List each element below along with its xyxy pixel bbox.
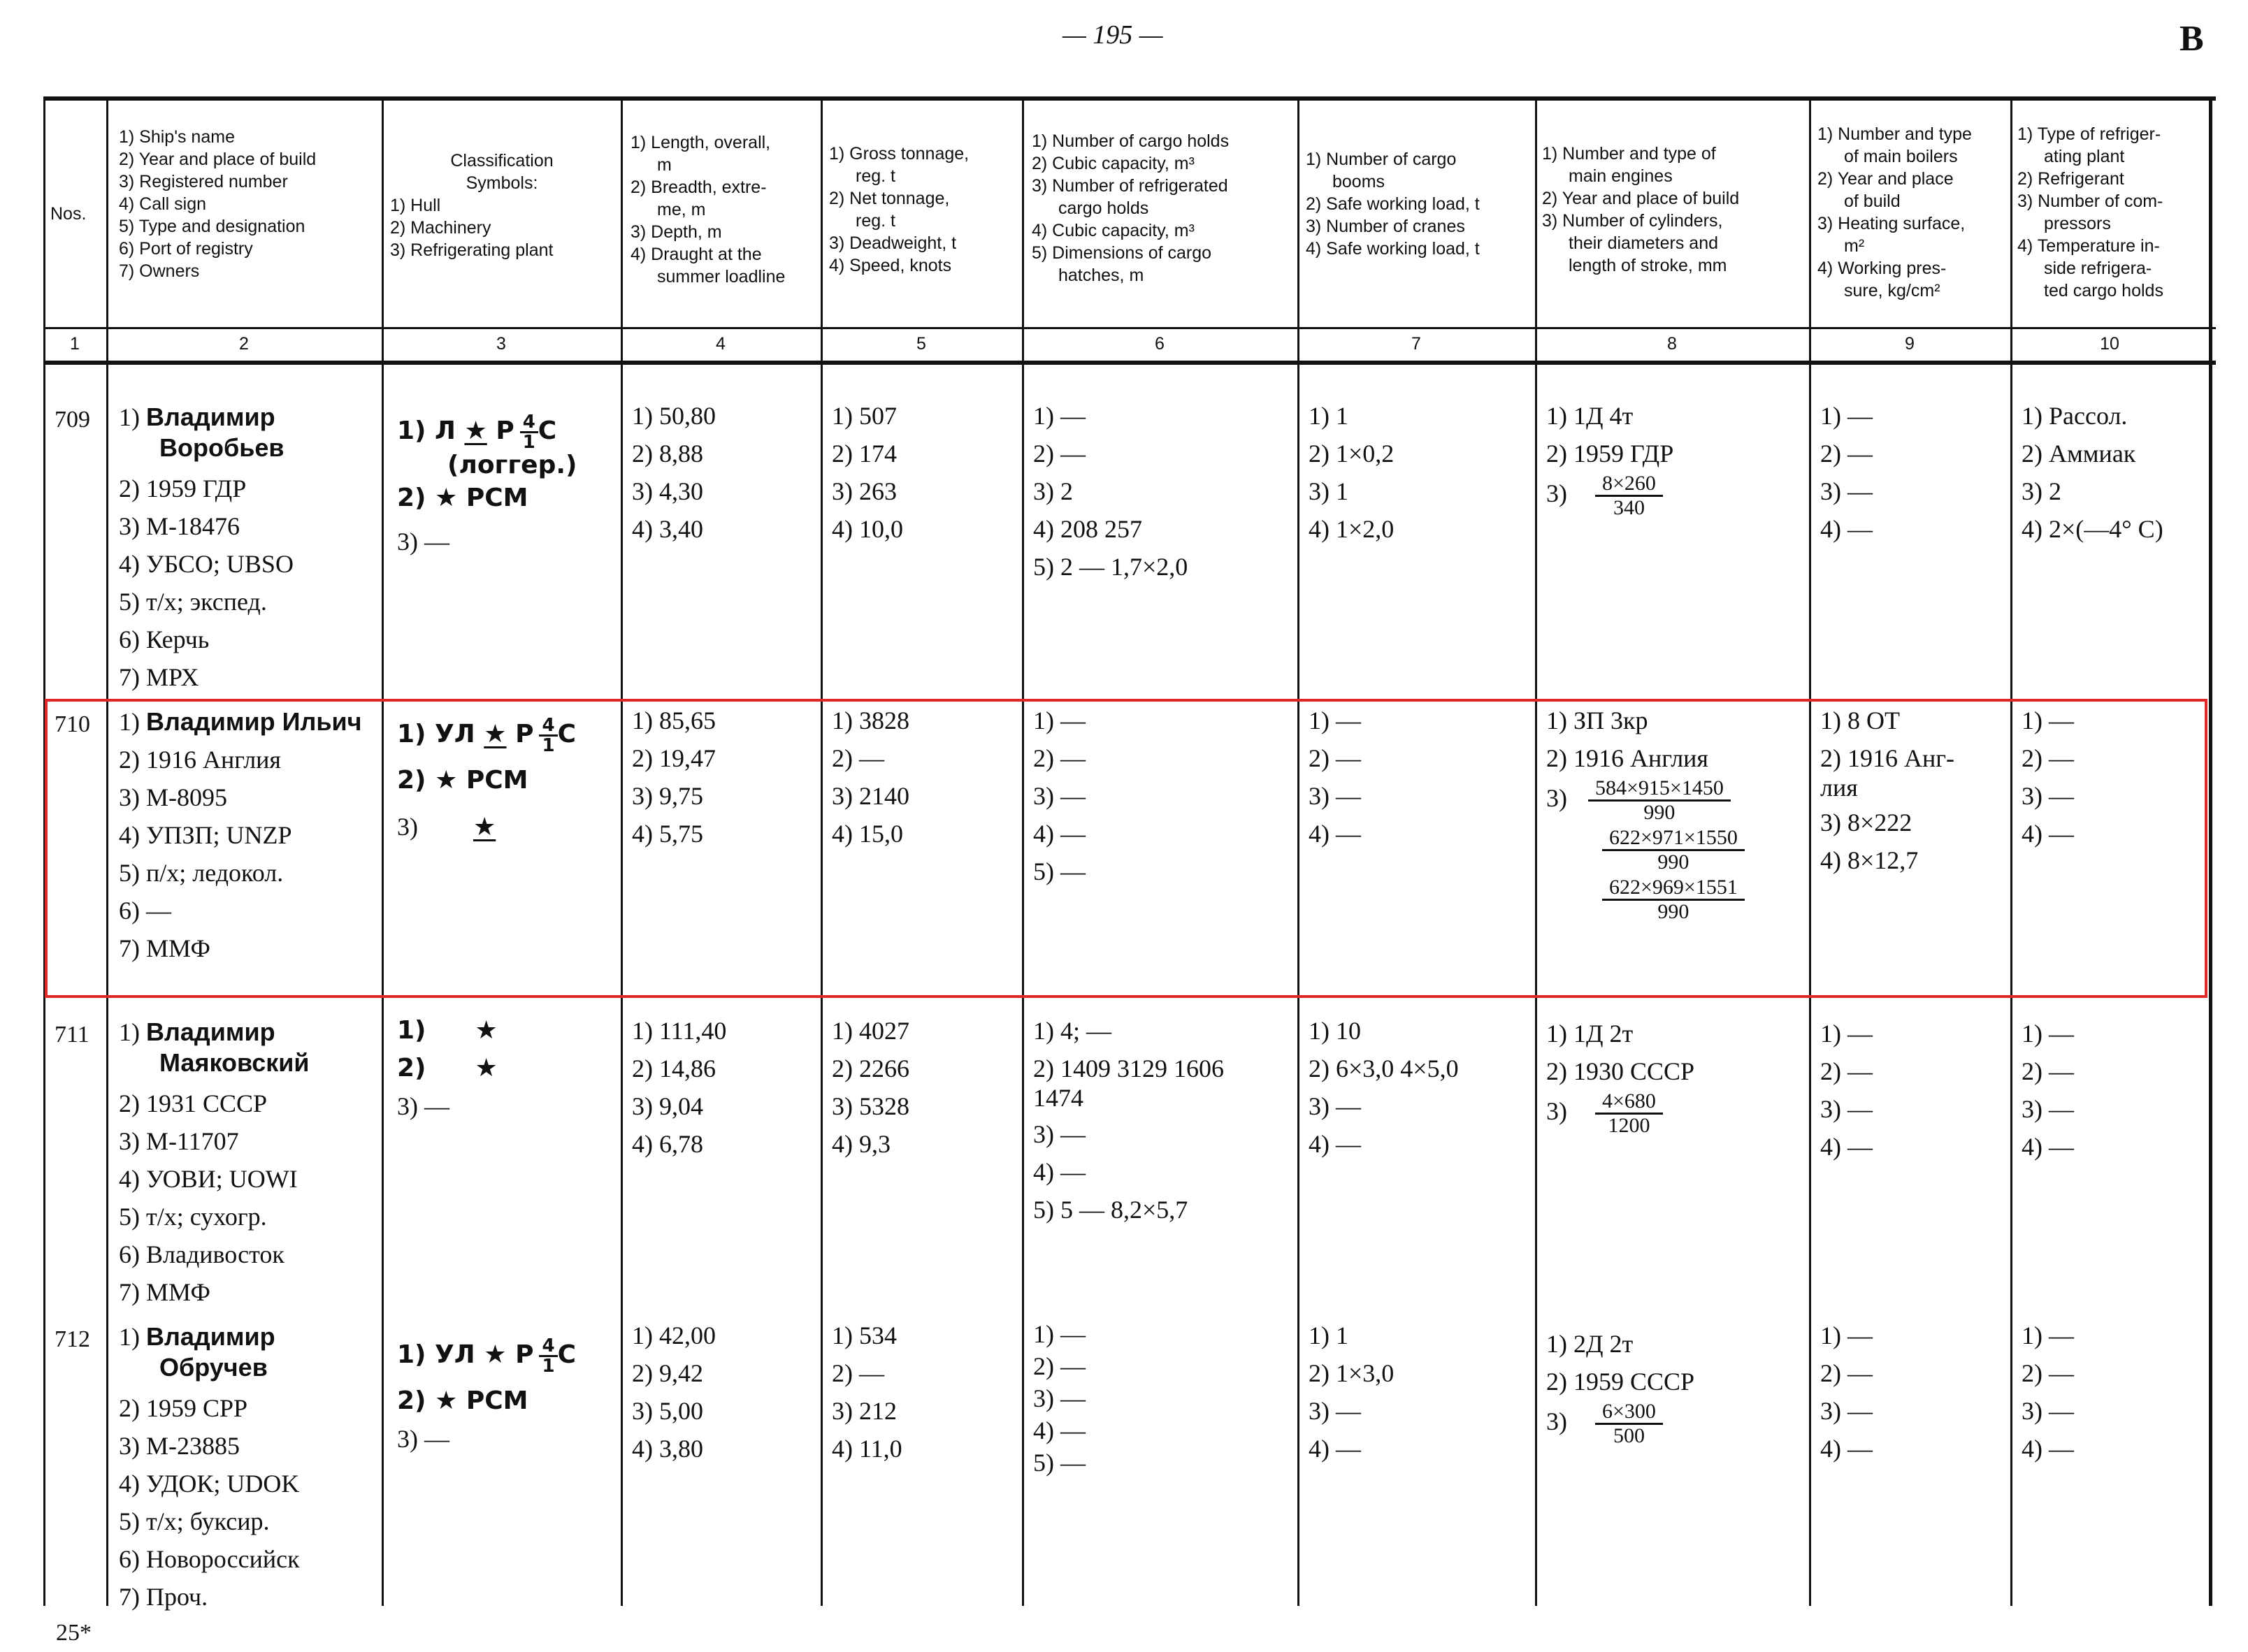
- header-booms: 1) Number of cargo booms 2) Safe working load, t 3) Number of cranes 4) Safe working load, t: [1306, 150, 1480, 259]
- column-number: 7: [1411, 334, 1421, 354]
- cargo-holds: 1) — 2) — 3) — 4) — 5) —: [1033, 1320, 1086, 1477]
- tonnage: 1) 534 2) — 3) 212 4) 11,0: [832, 1321, 902, 1463]
- engine-fraction: $\frac{8\times 260}{340}$: [1595, 472, 1663, 519]
- header-ship: 1) Ship's name 2) Year and place of build 3) Registered number 4) Call sign 5) Type and designation 6) Port of registry 7) Owners: [119, 127, 317, 281]
- dimensions: 1) 42,00 2) 9,42 3) 5,00 4) 3,80: [632, 1321, 716, 1463]
- ship-details: 1) Владимир Ильич 2) 1916 Англия 3) М-8095 4) УПЗП; UNZP 5) п/х; ледокол. 6) — 7) ММФ: [119, 707, 362, 962]
- cargo-holds: 1) — 2) — 3) — 4) — 5) —: [1033, 707, 1086, 885]
- refrigeration: 1) Рассол. 2) Аммиак 3) 2 4) 2×(—4° С): [2022, 402, 2163, 543]
- column-number: 9: [1905, 334, 1915, 354]
- star-icon: ★: [484, 1340, 507, 1369]
- engines: 1) 2Д 2т 2) 1959 СССР 3) $\frac{6\times 300}{500}$: [1546, 1330, 1695, 1447]
- header-tonnage: 1) Gross tonnage, reg. t 2) Net tonnage, reg. t 3) Deadweight, t 4) Speed, knots: [829, 144, 970, 275]
- ship-number: 709: [55, 407, 90, 433]
- boilers: 1) — 2) — 3) — 4) —: [1820, 402, 1873, 543]
- booms: 1) 1 2) 1×3,0 3) — 4) —: [1309, 1321, 1395, 1463]
- engine-fraction: $\frac{4\times 680}{1200}$: [1595, 1090, 1663, 1137]
- column-number: 1: [70, 334, 80, 354]
- ship-name: Владимир: [146, 1017, 275, 1046]
- classification-symbols: 1) ★ 2) ★ 3) —: [397, 1016, 498, 1120]
- boilers: 1) 8 ОТ 2) 1916 Анг- лия 3) 8×222 4) 8×12,7: [1820, 707, 1955, 874]
- ship-details: 1) Владимир Обручев 2) 1959 СРР 3) М-23885 4) УДОК; UDOK 5) т/х; буксир. 6) Новороссийск 7) Проч.: [119, 1322, 300, 1611]
- star-icon: ★: [475, 1016, 498, 1045]
- header-cargo-holds: 1) Number of cargo holds 2) Cubic capacity, m³ 3) Number of refrigerated cargo holds 4) Cubic capacity, m³ 5) Dimensions of cargo hatches, m: [1032, 131, 1230, 285]
- engine-fraction: $\frac{622\times 971\times 1550}{990}$: [1602, 827, 1745, 874]
- header-boilers: 1) Number and type of main boilers 2) Year and place of build 3) Heating surface, m² 4) Working pres- sure, kg/cm²: [1817, 124, 1972, 300]
- column-number: 4: [716, 334, 726, 354]
- column-number: 8: [1667, 334, 1677, 354]
- column-number-rule: [43, 361, 2216, 365]
- booms: 1) 1 2) 1×0,2 3) 1 4) 1×2,0: [1309, 402, 1395, 543]
- cargo-holds: 1) 4; — 2) 1409 3129 1606 1474 3) — 4) — 5) 5 — 8,2×5,7: [1033, 1017, 1224, 1224]
- header-refrigeration: 1) Type of refriger- ating plant 2) Refrigerant 3) Number of com- pressors 4) Temperature in- side refrigera- ted cargo holds: [2017, 124, 2163, 300]
- engines: 1) 1Д 4т 2) 1959 ГДР 3) $\frac{8\times 260}{340}$: [1546, 402, 1674, 519]
- star-icon: ★ РСМ: [435, 765, 528, 795]
- engine-fraction: $\frac{622\times 969\times 1551}{990}$: [1602, 876, 1745, 923]
- ship-name-cont: Обручев: [159, 1353, 268, 1382]
- ship-number: 712: [55, 1326, 90, 1352]
- ship-name-cont: Маяковский: [159, 1048, 310, 1077]
- dimensions: 1) 50,80 2) 8,88 3) 4,30 4) 3,40: [632, 402, 716, 543]
- class-fraction: $\frac{4}{1}$: [520, 413, 538, 451]
- header-classification: Classification Symbols: 1) Hull 2) Machinery 3) Refrigerating plant: [390, 151, 554, 260]
- class-fraction: $\frac{4}{1}$: [539, 716, 557, 755]
- header-nos: Nos.: [50, 204, 87, 224]
- star-icon: ★: [484, 720, 507, 748]
- column-number: 3: [496, 334, 506, 354]
- tonnage: 1) 507 2) 174 3) 263 4) 10,0: [832, 402, 903, 543]
- footnote: 25*: [56, 1620, 92, 1646]
- class-fraction: $\frac{4}{1}$: [539, 1337, 557, 1375]
- section-letter: В: [2179, 19, 2204, 59]
- ship-name: Владимир Ильич: [146, 707, 362, 736]
- ship-details: 1) Владимир Маяковский 2) 1931 СССР 3) М-11707 4) УОВИ; UOWI 5) т/х; сухогр. 6) Владивосток 7) ММФ: [119, 1017, 310, 1306]
- star-icon: ★ РСМ: [435, 1386, 528, 1415]
- booms: 1) — 2) — 3) — 4) —: [1309, 707, 1361, 848]
- page-number: — 195 —: [1062, 20, 1163, 50]
- column-number: 5: [916, 334, 926, 354]
- table-right-border: [2209, 96, 2212, 1606]
- classification-symbols: 1) Л ★ Р $\frac{4}{1}$ С (логгер.) 2) ★ РСМ 3) —: [397, 411, 577, 556]
- dimensions: 1) 85,65 2) 19,47 3) 9,75 4) 5,75: [632, 707, 716, 848]
- boilers: 1) — 2) — 3) — 4) —: [1820, 1020, 1873, 1161]
- booms: 1) 10 2) 6×3,0 4×5,0 3) — 4) —: [1309, 1017, 1459, 1158]
- ship-name: Владимир: [146, 403, 275, 431]
- refrigeration: 1) — 2) — 3) — 4) —: [2022, 1020, 2074, 1161]
- column-number: 6: [1155, 334, 1165, 354]
- engine-fraction: $\frac{584\times 915\times 1450}{990}$: [1588, 777, 1731, 824]
- ship-number: 711: [55, 1022, 89, 1048]
- star-icon: ★: [475, 1054, 498, 1082]
- cargo-holds: 1) — 2) — 3) 2 4) 208 257 5) 2 — 1,7×2,0: [1033, 402, 1188, 581]
- tonnage: 1) 4027 2) 2266 3) 5328 4) 9,3: [832, 1017, 909, 1158]
- star-icon: ★: [464, 416, 487, 445]
- table-top-rule: [43, 96, 2216, 101]
- ship-details: 1) Владимир Воробьев 2) 1959 ГДР 3) М-18476 4) УБСО; UBSO 5) т/х; экспед. 6) Керчь 7) МРХ: [119, 403, 294, 691]
- ship-name: Владимир: [146, 1322, 275, 1351]
- engine-fraction: $\frac{6\times 300}{500}$: [1595, 1400, 1663, 1447]
- engines: 1) 1Д 2т 2) 1930 СССР 3) $\frac{4\times 680}{1200}$: [1546, 1020, 1695, 1137]
- refrigeration: 1) — 2) — 3) — 4) —: [2022, 707, 2074, 848]
- column-number: 2: [239, 334, 249, 354]
- header-rule: [43, 327, 2216, 329]
- refrigeration: 1) — 2) — 3) — 4) —: [2022, 1321, 2074, 1463]
- ship-number: 710: [55, 711, 90, 737]
- star-icon: ★: [473, 812, 496, 841]
- boilers: 1) — 2) — 3) — 4) —: [1820, 1321, 1873, 1463]
- column-number: 10: [2100, 334, 2119, 354]
- classification-symbols: 1) УЛ ★ Р $\frac{4}{1}$ С 2) ★ РСМ 3) ★: [397, 714, 576, 841]
- header-engines: 1) Number and type of main engines 2) Year and place of build 3) Number of cylinders, their diameters and length of stroke, mm: [1542, 144, 1740, 275]
- header-dimensions: 1) Length, overall, m 2) Breadth, extre- me, m 3) Depth, m 4) Draught at the summer loadline: [631, 133, 786, 287]
- engines: 1) ЗП 3кр 2) 1916 Англия 3) $\frac{584\times 915\times 1450}{990}$ $\frac{622\times 971\times 1550}{990}$ $\frac{622\times 969\times 1551}{990}$: [1546, 702, 1745, 923]
- star-icon: ★ РСМ: [435, 483, 528, 512]
- ship-name-cont: Воробьев: [159, 433, 284, 462]
- classification-symbols: 1) УЛ ★ Р $\frac{4}{1}$ С 2) ★ РСМ 3) —: [397, 1335, 576, 1453]
- tonnage: 1) 3828 2) — 3) 2140 4) 15,0: [832, 707, 909, 848]
- dimensions: 1) 111,40 2) 14,86 3) 9,04 4) 6,78: [632, 1017, 727, 1158]
